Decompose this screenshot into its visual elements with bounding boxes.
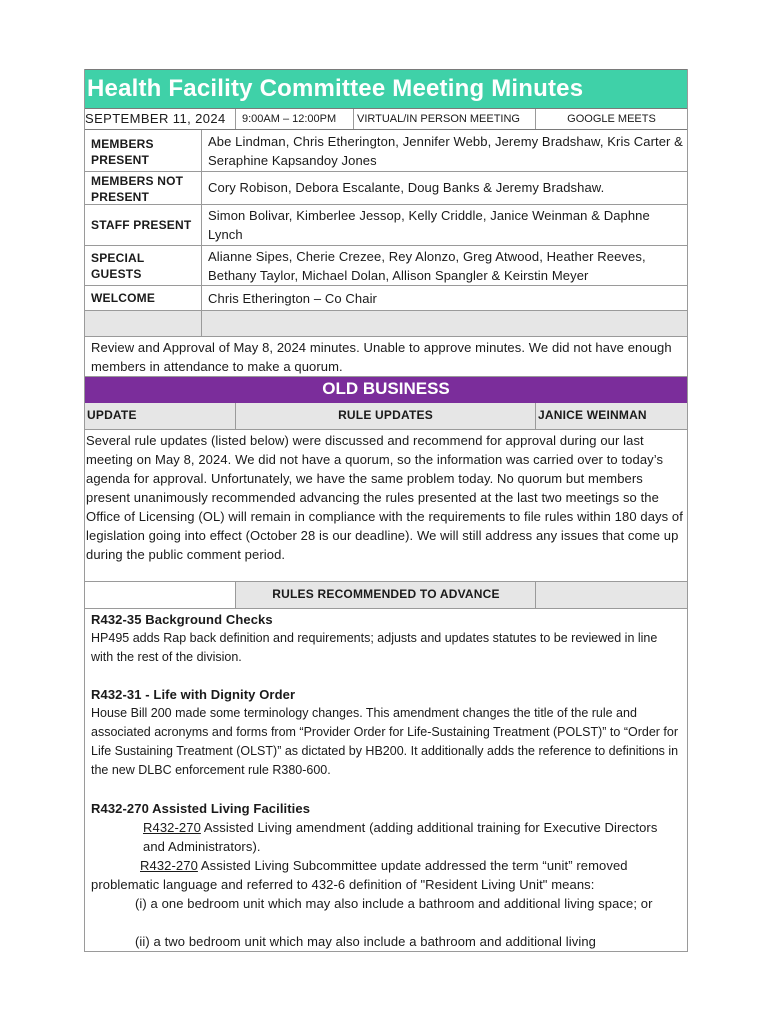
staff-present-value: Simon Bolivar, Kimberlee Jessop, Kelly Criddle, Janice Weinman & Daphne Lynch <box>208 208 650 242</box>
rules-header-row <box>85 582 687 609</box>
rule-r432-31-title: R432-31 - Life with Dignity Order <box>91 687 296 702</box>
rule-r432-35-title: R432-35 Background Checks <box>91 612 273 627</box>
presenter-label: JANICE WEINMAN <box>538 408 647 422</box>
rule-r432-31-text: House Bill 200 made some terminology changes. This amendment changes the title of the rule and associated acronyms and forms from “Provider Order for Life-Sustaining Treatment (POLST)” to “Order for Life Sustaining Treatment (OLST)” as dictated by HB200. It additionally adds the reference to definitions in the new DLBC enforcement rule R380-600. <box>91 706 679 777</box>
members-not-present-label: MEMBERS NOT PRESENT <box>91 174 184 204</box>
update-header-row <box>85 403 687 430</box>
welcome-label: WELCOME <box>91 291 156 305</box>
meeting-date: SEPTEMBER 11, 2024 <box>85 111 226 126</box>
rule-r432-270-subcommittee-text: Assisted Living Subcommittee update addressed the term “unit” removed problematic language and referred to 432-6 definition of "Resident Living Unit" means: <box>91 858 628 892</box>
welcome-value: Chris Etherington – Co Chair <box>208 291 377 306</box>
approval-row <box>85 337 687 377</box>
title-bar <box>85 69 687 109</box>
mode-cell <box>354 109 536 129</box>
blank-gray-row <box>85 311 687 337</box>
members-present-label: MEMBERS PRESENT <box>91 137 154 167</box>
welcome-row <box>85 286 687 311</box>
old-business-bar <box>85 377 687 403</box>
rule-updates-label: RULE UPDATES <box>338 408 433 422</box>
old-business-summary: Several rule updates (listed below) were discussed and recommend for approval during our last meeting on May 8, 2024. We did not have a quorum, so the information was carried over to today’s agenda for approval. Unfortunately, we have the same problem today. No quorum but members present unanimously recommended advancing the rules presented at the last two meetings so the Office of Licensing (OL) will remain in compliance with the requirements to file rules within 180 days of legislation going into effect (October 28 is our deadline). We will still address any issues that come up during the public comment period. <box>86 433 683 562</box>
rule-r432-270-item-2: (ii) a two bedroom unit which may also include a bathroom and additional living <box>135 934 596 949</box>
approval-text: Review and Approval of May 8, 2024 minutes. Unable to approve minutes. We did not have enough members in attendance to make a quorum. <box>91 340 672 374</box>
members-present-row <box>85 130 687 172</box>
rule-r432-270-link-1[interactable]: R432-270 <box>143 820 201 835</box>
meeting-time: 9:00AM – 12:00PM <box>242 113 337 125</box>
rule-r432-270-item-1: (i) a one bedroom unit which may also include a bathroom and additional living space; or <box>135 896 653 911</box>
rule-r432-270-title: R432-270 Assisted Living Facilities <box>91 801 311 816</box>
special-guests-value: Alianne Sipes, Cherie Crezee, Rey Alonzo, Greg Atwood, Heather Reeves, Bethany Taylor, Michael Dolan, Allison Spangler & Keirstin Meyer <box>208 249 646 283</box>
meeting-info-row <box>85 109 687 130</box>
date-cell <box>85 109 236 129</box>
members-not-present-value: Cory Robison, Debora Escalante, Doug Banks & Jeremy Bradshaw. <box>208 180 605 195</box>
update-label: UPDATE <box>87 408 137 422</box>
rule-r432-270-amendment-text: Assisted Living amendment (adding additional training for Executive Directors and Administrators). <box>143 820 658 854</box>
special-guests-label: SPECIAL GUESTS <box>91 251 145 281</box>
minutes-document <box>84 69 688 952</box>
document-title: Health Facility Committee Meeting Minutes <box>87 75 584 102</box>
old-business-heading: OLD BUSINESS <box>322 379 450 398</box>
meeting-platform: GOOGLE MEETS <box>567 113 656 125</box>
staff-present-label: STAFF PRESENT <box>91 218 192 232</box>
meeting-mode: VIRTUAL/IN PERSON MEETING <box>357 113 520 125</box>
summary-row <box>85 430 687 582</box>
special-guests-row <box>85 246 687 286</box>
rules-recommended-heading: RULES RECOMMENDED TO ADVANCE <box>272 587 500 601</box>
rules-section <box>85 609 687 952</box>
rule-r432-35-text: HP495 adds Rap back definition and requirements; adjusts and updates statutes to be reviewed in line with the rest of the division. <box>91 631 658 664</box>
platform-cell <box>536 109 687 129</box>
time-cell <box>236 109 354 129</box>
members-not-present-row <box>85 172 687 205</box>
members-present-value: Abe Lindman, Chris Etherington, Jennifer Webb, Jeremy Bradshaw, Kris Carter & Seraphine Kapsandoy Jones <box>208 134 683 168</box>
rule-r432-270-subcommittee <box>91 856 683 894</box>
rule-r432-270-amendment <box>143 818 667 856</box>
staff-present-row <box>85 205 687 246</box>
rule-r432-270-link-2[interactable]: R432-270 <box>140 858 198 873</box>
